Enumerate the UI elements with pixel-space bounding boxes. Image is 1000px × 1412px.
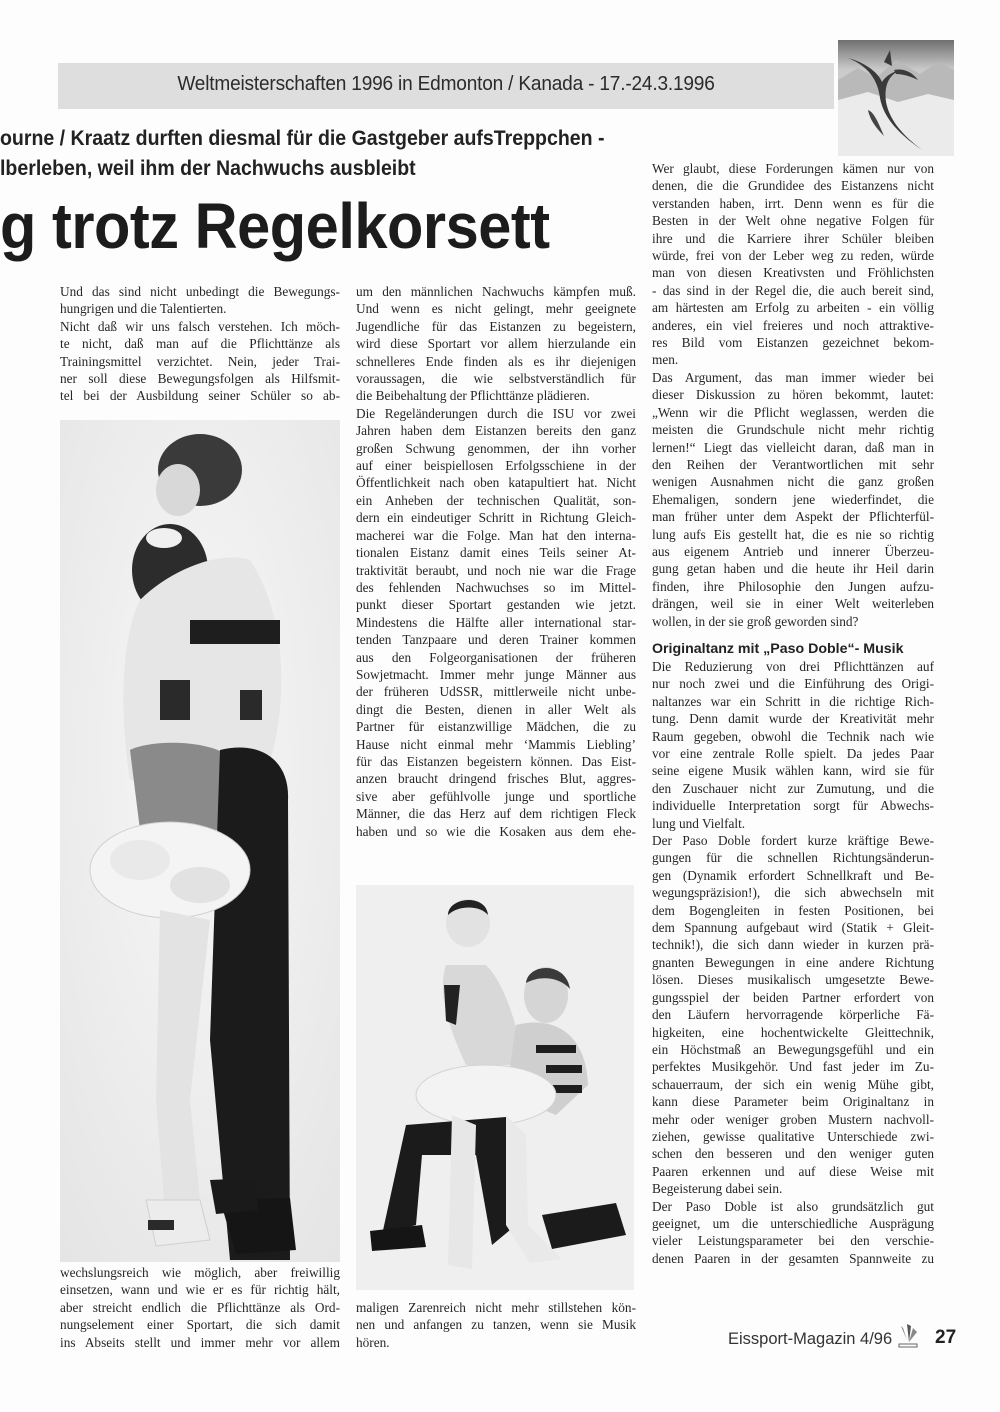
text-line: verstanden haben, irrt. Denn wenn es für die bbox=[652, 195, 934, 211]
text-line: denen Paaren in der gesamten Spannweite zu bbox=[652, 1250, 934, 1266]
text-line: Und wenn es nicht gelingt, mehr geeignete bbox=[356, 301, 636, 317]
text-line: lernen!“ Liegt das vielleicht daran, daß man in bbox=[652, 439, 934, 455]
text-line: den Zuschauer nicht zur Zumutung, und die bbox=[652, 780, 934, 796]
text-line: nur noch zwei und die Einführung des Origi- bbox=[652, 676, 934, 692]
text-line: men. bbox=[652, 352, 679, 368]
text-line: lung und Vielfalt. bbox=[652, 815, 746, 831]
text-line: vieler Leistungsparameter bei den verschie- bbox=[652, 1233, 934, 1249]
footer-magazine-issue: Eissport-Magazin 4/96 bbox=[728, 1330, 893, 1348]
text-line: Trainingsmittel verzichtet. Nein, jeder Trai- bbox=[60, 353, 340, 369]
text-line: tel bei der Ausbildung seiner Schüler so ab- bbox=[60, 388, 340, 404]
text-line: dem Bogengleiten in festen Positionen, bei bbox=[652, 902, 934, 918]
text-line: denen, die die Grundidee des Eistanzens nicht bbox=[652, 178, 934, 194]
text-line: Jugendliche für das Eistanzen zu begeistern, bbox=[356, 318, 636, 334]
subheadline-1: ourne / Kraatz durften diesmal für die Gastgeber aufsTreppchen - bbox=[0, 127, 605, 150]
text-line: higkeiten, eine hochentwickelte Gleittechnik, bbox=[652, 1024, 934, 1040]
text-line: um den männlichen Nachwuchs kämpfen muß. bbox=[356, 284, 636, 299]
text-line: ner soll diese Bewegungsfolgen als Hilfsmit- bbox=[60, 371, 340, 387]
text-line: schauerraum, der sich ein wenig Mühe gibt, bbox=[652, 1076, 934, 1092]
column-1-bottom bbox=[60, 1264, 340, 1351]
text-line: individuelle Interpretation sorgt für Abwechs- bbox=[652, 798, 934, 814]
text-line: Nicht daß wir uns falsch verstehen. Ich möch- bbox=[60, 318, 340, 334]
text-line: Der Paso Doble fordert kurze kräftige Bewe- bbox=[652, 833, 934, 849]
text-line: gen (Dynamik erfordert Schnellkraft und Be- bbox=[652, 867, 934, 883]
text-line: technik!), die sich dann wieder in kurzen prä- bbox=[652, 937, 934, 953]
column-2-bottom bbox=[356, 1299, 636, 1351]
column-3 bbox=[652, 160, 934, 1267]
text-line: am härtesten am Erfolg zu arbeiten - ein völlig bbox=[652, 300, 934, 316]
text-line: haben und so wie die Kosaken aus dem ehe- bbox=[356, 823, 636, 839]
text-line: der früheren UdSSR, mittlerweile nicht unbe- bbox=[356, 684, 636, 700]
text-line: te nicht, daß man auf die Pflichttänze als bbox=[60, 336, 340, 352]
text-line: schnelleres Ende finden als es ihr diejenigen bbox=[356, 353, 636, 369]
text-line: dem Spannung aufgebaut wird (Statik + Gleit- bbox=[652, 920, 934, 936]
text-line: Öffentlichkeit nach oben katapultiert hat. Nicht bbox=[356, 475, 636, 491]
text-line: punkt dieser Sportart gestanden wie jetzt. bbox=[356, 597, 636, 613]
headline: g trotz Regelkorsett bbox=[0, 190, 550, 262]
text-line: ein Höchstmaß an Bewegungsgefühl und ein bbox=[652, 1041, 934, 1057]
text-line: meisten die Grundschule nicht mehr richtig bbox=[652, 422, 934, 438]
text-line: finden, ihre Philosophie den Jungen aufzu- bbox=[652, 578, 934, 594]
text-line: für das Eistanzen begeistern können. Das Eist- bbox=[356, 753, 636, 769]
column-3-part-1 bbox=[652, 160, 934, 630]
text-line: geeignet, um die unterschiedliche Ausprägung bbox=[652, 1215, 934, 1231]
text-line: lung aufs Eis gestellt hat, die es nie so richtig bbox=[652, 526, 934, 542]
text-line: tung. Denn damit wurde der Kreativität mehr bbox=[652, 711, 934, 727]
text-line: „Wenn wir die Pflicht weglassen, werden die bbox=[652, 404, 934, 420]
text-line: aus eigenem Antrieb und innerer Überzeu- bbox=[652, 543, 934, 559]
text-line: drängen, weil sie in einer Welt weiterleben bbox=[652, 596, 934, 612]
photo-kneeling-dance-couple bbox=[356, 885, 634, 1290]
page-number: 27 bbox=[935, 1327, 957, 1348]
text-line: aber streicht endlich die Pflichttänze als Ord- bbox=[60, 1299, 340, 1315]
text-line: lösen. Dieses musikalisch umgesetzte Bewe- bbox=[652, 972, 934, 988]
text-line: Das Argument, das man immer wieder bei bbox=[652, 369, 934, 385]
text-line: man früher unter dem Aspekt der Pflichterfül- bbox=[652, 509, 934, 525]
text-line: anderes, ein viel freieres und noch attraktive- bbox=[652, 317, 934, 333]
text-line: Wer glaubt, diese Forderungen kämen nur von bbox=[652, 161, 934, 176]
text-line: gungen für die schnellen Richtungsänderun- bbox=[652, 850, 934, 866]
figure-skater-logo-icon bbox=[838, 40, 954, 156]
text-line: Paaren erkennen und auf diese Weise mit bbox=[652, 1163, 934, 1179]
text-line: Mindestens die Hälfte aller international star- bbox=[356, 614, 636, 630]
text-line: dern ein eindeutiger Schritt in Richtung Gleich- bbox=[356, 510, 636, 526]
text-line: schen den besseren und den weniger guten bbox=[652, 1146, 934, 1162]
text-line: seine eigene Musik wählen kann, wird sie für bbox=[652, 763, 934, 779]
text-line: dieser Diskussion zu hören bekommt, lautet: bbox=[652, 387, 934, 403]
text-line: res Bild vom Eistanzen gezeichnet bekom- bbox=[652, 335, 934, 351]
text-line: Besten in der Welt ohne negative Folgen für bbox=[652, 213, 934, 229]
text-line: ein Anheben der technischen Qualität, son- bbox=[356, 492, 636, 508]
text-line: Die Reduzierung von drei Pflichttänzen auf bbox=[652, 658, 934, 674]
text-line: Und das sind nicht unbedingt die Bewegungs- bbox=[60, 284, 340, 299]
section-heading: Originaltanz mit „Paso Doble“- Musik bbox=[652, 640, 904, 657]
text-line: sive aber gefühlvolle junge und sportliche bbox=[356, 788, 636, 804]
text-line: kann diese Parameter beim Originaltanz in bbox=[652, 1094, 934, 1110]
text-line: man von diesen Kreativsten und Fröhlichsten bbox=[652, 265, 934, 281]
text-line: wegungspräzision!), die sich abwechseln mit bbox=[652, 885, 934, 901]
text-line: Der Paso Doble ist also grundsätzlich gut bbox=[652, 1198, 934, 1214]
text-line: aus den Folgeorganisationen der früheren bbox=[356, 649, 636, 665]
text-line: maligen Zarenreich nicht mehr stillstehen kön- bbox=[356, 1300, 636, 1315]
text-line: wollen, in der sie groß geworden sind? bbox=[652, 613, 859, 629]
text-line: hungrigen und die Talentierten. bbox=[60, 301, 227, 317]
text-line: - das sind in der Regel die, die auch bereit sind, bbox=[652, 282, 934, 298]
text-line: Jahren haben dem Eistanzen bereits den ganz bbox=[356, 423, 636, 439]
text-line: voraussagen, die wie selbstverständlich für bbox=[356, 371, 636, 387]
text-line: dingt die Besten, dienen in aller Welt als bbox=[356, 701, 636, 717]
text-line: tenden Tanzpaare und deren Trainer kommen bbox=[356, 632, 636, 648]
text-line: Begeisterung dabei sein. bbox=[652, 1181, 783, 1197]
text-line: Männer, die das Herz auf dem richtigen Fleck bbox=[356, 806, 636, 822]
text-line: Raum gegeben, obwohl die Technik nach wie bbox=[652, 728, 934, 744]
skate-trophy-icon bbox=[893, 1322, 923, 1352]
text-line: Sowjetmacht. Immer mehr junge Männer aus bbox=[356, 666, 636, 682]
text-line: Ehemaligen, sondern jene wiederfindet, die bbox=[652, 491, 934, 507]
text-line: Die Regeländerungen durch die ISU vor zwei bbox=[356, 405, 636, 421]
text-line: einsetzen, wann und wie er es für richtig hält, bbox=[60, 1282, 340, 1298]
header-band bbox=[58, 63, 834, 109]
text-line: gungsspiel der beiden Partner erfordert von bbox=[652, 989, 934, 1005]
text-line: anzen braucht dringend frisches Blut, aggres- bbox=[356, 771, 636, 787]
text-line: ihre und die Karriere ihrer Schüler bleiben bbox=[652, 230, 934, 246]
text-line: wenigen Ausnahmen nicht die ganz großen bbox=[652, 474, 934, 490]
text-line: nen und anfangen zu tanzen, wenn sie Musik bbox=[356, 1317, 636, 1333]
column-2-top bbox=[356, 283, 636, 840]
event-title: Weltmeisterschaften 1996 in Edmonton / Kanada - 17.-24.3.1996 bbox=[177, 72, 715, 95]
text-line: Partner für eistanzwillige Mädchen, die zu bbox=[356, 719, 636, 735]
text-line: großen Schwung genommen, der ihn vorher bbox=[356, 440, 636, 456]
subheadline-2: lberleben, weil ihm der Nachwuchs ausbleibt bbox=[0, 157, 416, 180]
text-line: tionalen Eistanz damit eines Teils seiner At- bbox=[356, 545, 636, 561]
text-line: wird diese Sportart vor allem hierzulande ein bbox=[356, 336, 636, 352]
text-line: den Reihen der Verantwortlichen mit sehr bbox=[652, 456, 934, 472]
text-line: ins Abseits stellt und immer mehr vor allem bbox=[60, 1334, 340, 1350]
text-line: auf einer beispiellosen Erfolgsschiene in der bbox=[356, 458, 636, 474]
text-line: würde, frei von der Leber weg zu reden, würde bbox=[652, 248, 934, 264]
column-3-part-2 bbox=[652, 658, 934, 1267]
text-line: nungselement einer Sportart, die sich damit bbox=[60, 1317, 340, 1333]
text-line: mehr oder weniger groben Mustern nachvoll- bbox=[652, 1111, 934, 1127]
text-line: macherei war die Folge. Man hat den interna- bbox=[356, 527, 636, 543]
column-1-top bbox=[60, 283, 340, 405]
text-line: vor eine zentrale Rolle spielt. Da jedes Paar bbox=[652, 746, 934, 761]
text-line: des fehlenden Nachwuchses so im Mittel- bbox=[356, 579, 636, 595]
text-line: ziehen, gewisse qualitative Unterschiede zwi- bbox=[652, 1128, 934, 1144]
text-line: naltanzes war ein Schritt in die richtige Rich- bbox=[652, 693, 934, 709]
text-line: wechslungsreich wie möglich, aber freiwillig bbox=[60, 1265, 340, 1280]
text-line: gnanten Bewegungen in eine andere Richtung bbox=[652, 954, 934, 970]
text-line: perfektes Musikgehör. Und fast jeder im Zu- bbox=[652, 1059, 934, 1075]
text-line: traktivität beraubt, und noch nie war die Frage bbox=[356, 562, 636, 578]
text-line: Hause nicht einmal mehr ‘Mammis Liebling’ bbox=[356, 736, 636, 752]
text-line: den Läufern hervorragende körperliche Fä- bbox=[652, 1007, 934, 1023]
photo-embracing-dance-couple bbox=[60, 420, 340, 1262]
text-line: die Beibehaltung der Pflichttänze plädieren. bbox=[356, 388, 590, 404]
text-line: hören. bbox=[356, 1334, 390, 1350]
text-line: gung getan haben und die heute ihr Heil darin bbox=[652, 561, 934, 577]
